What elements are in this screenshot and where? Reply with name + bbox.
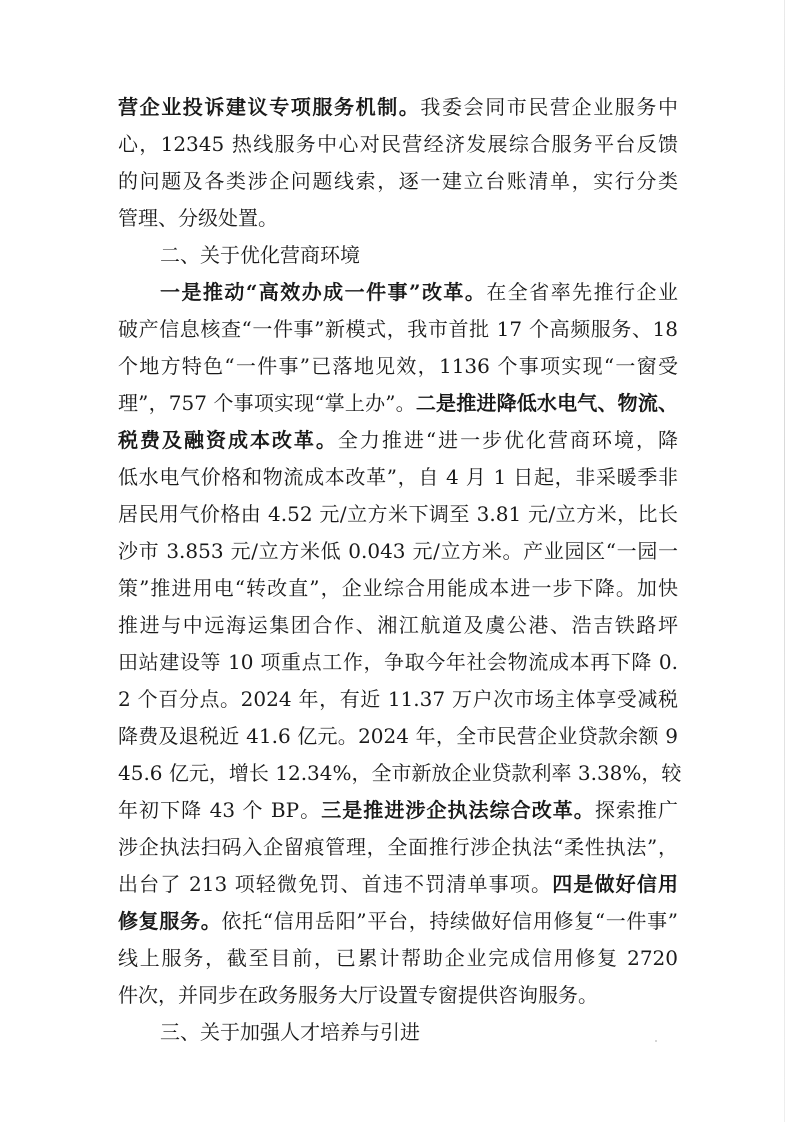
bold-phrase: 修复服务。 — [118, 909, 222, 933]
bold-phrase: 三是推进涉企执法综合改革。 — [321, 798, 595, 822]
text-line: 降费及退税近 41.6 亿元。2024 年，全市民营企业贷款余额 9 — [118, 724, 678, 748]
text-line: 破产信息核查“一件事”新模式，我市首批 17 个高频服务、18 — [118, 317, 678, 341]
text-line: 2 个百分点。2024 年，有近 11.37 万户次市场主体享受减税 — [118, 687, 678, 711]
text-line: 推进与中远海运集团合作、湘江航道及虞公港、浩吉铁路坪 — [118, 613, 678, 637]
bold-phrase: 税费及融资成本改革。 — [118, 428, 338, 452]
text-line: 低水电气价格和物流成本改革”，自 4 月 1 日起，非采暖季非 — [118, 465, 678, 489]
text-line: 策”推进用电“转改直”，企业综合用能成本进一步下降。加快 — [118, 576, 678, 600]
bold-phrase: 二是推进降低水电气、物流、 — [415, 391, 678, 415]
text-line — [118, 795, 678, 825]
text-line: 沙市 3.853 元/立方米低 0.043 元/立方米。产业园区“一园一 — [118, 539, 678, 563]
bold-phrase: 四是做好信用 — [552, 872, 679, 896]
text-span: 依托“信用岳阳”平台，持续做好信用修复“一件事” — [221, 909, 679, 933]
text-span: 在全省率先推行企业 — [486, 280, 679, 304]
text-line — [118, 388, 678, 418]
bold-phrase: 营企业投诉建议专项服务机制。 — [118, 95, 421, 119]
scan-edge-line — [784, 0, 785, 1122]
text-line: 件次，并同步在政务服务大厅设置专窗提供咨询服务。 — [118, 983, 598, 1007]
text-line: 管理、分级处置。 — [118, 206, 278, 230]
text-span: 全力推进“进一步优化营商环境，降 — [337, 428, 678, 452]
text-line — [118, 869, 678, 899]
text-line — [118, 425, 678, 455]
text-span: 我委会同市民营企业服务中 — [420, 95, 679, 119]
section-heading: 二、关于优化营商环境 — [160, 243, 360, 267]
text-line: 田站建设等 10 项重点工作，争取今年社会物流成本再下降 0. — [118, 650, 678, 674]
text-span: 出台了 213 项轻微免罚、首违不罚清单事项。 — [118, 872, 553, 896]
text-line: 涉企执法扫码入企留痕管理，全面推行涉企执法“柔性执法”， — [118, 835, 678, 859]
text-span: 理”，757 个事项实现“掌上办”。 — [118, 391, 416, 415]
text-line: 的问题及各类涉企问题线索，逐一建立台账清单，实行分类 — [118, 169, 678, 193]
text-line: 45.6 亿元，增长 12.34%，全市新放企业贷款利率 3.38%，较 — [118, 761, 682, 785]
text-line — [160, 277, 678, 307]
text-line: 个地方特色“一件事”已落地见效，1136 个事项实现“一窗受 — [118, 354, 678, 378]
text-line: 心，12345 热线服务中心对民营经济发展综合服务平台反馈 — [118, 132, 678, 156]
text-line — [118, 906, 678, 936]
scan-speck — [655, 1040, 657, 1042]
text-line — [118, 92, 678, 122]
bold-phrase: 一是推动“高效办成一件事”改革。 — [160, 280, 487, 304]
text-line: 线上服务，截至目前，已累计帮助企业完成信用修复 2720 — [118, 946, 678, 970]
text-line: 居民用气价格由 4.52 元/立方米下调至 3.81 元/立方米，比长 — [118, 502, 678, 526]
section-heading: 三、关于加强人才培养与引进 — [160, 1020, 420, 1044]
text-span: 探索推广 — [594, 798, 678, 822]
text-span: 年初下降 43 个 BP。 — [118, 798, 322, 822]
